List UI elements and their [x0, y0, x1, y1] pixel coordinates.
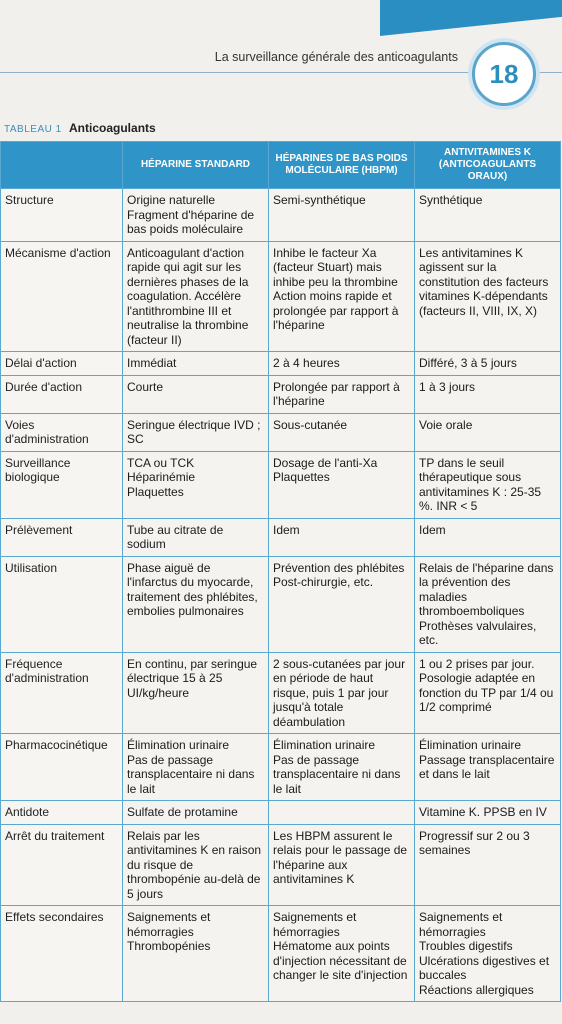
table-cell	[415, 801, 561, 825]
cell-line: Les HBPM assurent le relais pour le passage de l'héparine aux antivitamines K	[273, 828, 408, 886]
table-row	[1, 352, 561, 376]
table-cell	[269, 906, 415, 1002]
table-cell	[123, 352, 269, 376]
table-row	[1, 556, 561, 652]
table-row	[1, 241, 561, 352]
table-cell	[415, 824, 561, 906]
cell-line: Élimination urinaire	[127, 738, 230, 752]
cell-line: En continu, par seringue électrique 15 à 25 UI/kg/heure	[127, 656, 258, 700]
table-cell	[269, 824, 415, 906]
cell-line: Synthétique	[419, 193, 483, 207]
table-cell	[269, 241, 415, 352]
table-cell	[269, 518, 415, 556]
cell-line: Prévention des phlébites	[273, 560, 405, 575]
row-label: Fréquence d'administration	[1, 652, 123, 734]
cell-line: 1 ou 2 prises par jour. Posologie adaptée en fonction du TP par 1/4 ou 1/2 comprimé	[419, 656, 554, 714]
table-header-row	[1, 142, 561, 189]
table-cell	[415, 241, 561, 352]
table-cell	[415, 413, 561, 451]
table-cell	[123, 652, 269, 734]
cell-line: Vitamine K. PPSB en IV	[419, 805, 547, 819]
cell-line: Idem	[273, 522, 300, 537]
cell-line: Saignements et hémorragies	[127, 910, 211, 939]
column-header: ANTIVITAMINES K (ANTICOAGULANTS ORAUX)	[415, 142, 561, 189]
cell-line: Hématome aux points d'injection nécessitant de changer le site d'injection	[273, 939, 408, 982]
cell-line: Action moins rapide et prolongée par rapport à l'héparine	[273, 289, 399, 332]
table-cell	[123, 241, 269, 352]
table-cell	[415, 556, 561, 652]
table-body	[1, 189, 561, 1002]
chapter-number-badge: 18	[472, 42, 536, 106]
row-label: Arrêt du traitement	[1, 824, 123, 906]
table-cell	[123, 734, 269, 801]
table-cell	[415, 652, 561, 734]
column-header	[1, 142, 123, 189]
cell-line: Pas de passage transplacentaire ni dans le lait	[127, 752, 255, 796]
table-cell	[415, 451, 561, 518]
table-cell	[415, 518, 561, 556]
cell-line: Post-chirurgie, etc.	[273, 575, 374, 589]
table-cell	[415, 734, 561, 801]
table-cell	[269, 375, 415, 413]
cell-line: Ulcérations digestives et buccales	[419, 953, 550, 982]
cell-line: Semi-synthétique	[273, 193, 366, 207]
table-header	[1, 142, 561, 189]
cell-line: Relais de l'héparine dans la prévention des maladies thromboemboliques	[419, 560, 554, 618]
table-row	[1, 652, 561, 734]
table-cell	[269, 734, 415, 801]
table-row	[1, 518, 561, 556]
cell-line: Dosage de l'anti-Xa	[273, 455, 378, 470]
table-cell	[123, 801, 269, 825]
cell-line: Saignements et hémorragies	[419, 910, 503, 939]
table-caption-title: Anticoagulants	[69, 121, 156, 135]
anticoagulants-table	[0, 141, 561, 1002]
cell-line: Origine naturelle	[127, 193, 216, 207]
column-header: HÉPARINES DE BAS POIDS MOLÉCULAIRE (HBPM)	[269, 142, 415, 189]
cell-line: Les antivitamines K agissent sur la constitution des facteurs vitamines K-dépendants (facteurs II, VIII, IX, X)	[419, 245, 549, 318]
table-cell	[123, 518, 269, 556]
table-row	[1, 189, 561, 242]
cell-line: Élimination urinaire	[273, 738, 376, 752]
cell-line: Tube au citrate de sodium	[127, 522, 224, 551]
row-label: Utilisation	[1, 556, 123, 652]
row-label: Voies d'administration	[1, 413, 123, 451]
table-cell	[415, 906, 561, 1002]
row-label: Surveillance biologique	[1, 451, 123, 518]
cell-line: Saignements et hémorragies	[273, 910, 357, 939]
cell-line: Voie orale	[419, 417, 473, 432]
cell-line: TCA ou TCK	[127, 455, 195, 470]
row-label: Prélèvement	[1, 518, 123, 556]
row-label: Pharmacocinétique	[1, 734, 123, 801]
table-cell	[269, 556, 415, 652]
table-cell	[123, 556, 269, 652]
table-cell	[269, 652, 415, 734]
running-title: La surveillance générale des anticoagulants	[214, 50, 458, 64]
cell-line: Élimination urinaire	[419, 738, 522, 752]
cell-line: Relais par les antivitamines K en raison du risque de thrombopénie au-delà de 5 jours	[127, 828, 262, 901]
cell-line: 1 à 3 jours	[419, 379, 476, 394]
cell-line: Inhibe le facteur Xa (facteur Stuart) mais inhibe peu la thrombine	[273, 245, 398, 289]
cell-line: Sulfate de protamine	[127, 805, 238, 819]
cell-line: Passage transplacentaire et dans le lait	[419, 752, 555, 781]
table-cell	[269, 189, 415, 242]
cell-line: 2 à 4 heures	[273, 356, 340, 370]
table-row	[1, 734, 561, 801]
table-cell	[123, 189, 269, 242]
table-cell	[415, 352, 561, 376]
table-row	[1, 801, 561, 825]
table-cell	[123, 451, 269, 518]
cell-line: Sous-cutanée	[273, 417, 348, 432]
table-cell	[123, 824, 269, 906]
row-label: Effets secondaires	[1, 906, 123, 1002]
table-cell	[123, 413, 269, 451]
table-cell	[269, 451, 415, 518]
cell-line: Plaquettes	[273, 470, 330, 484]
table-cell	[269, 801, 415, 825]
cell-line: Plaquettes	[127, 484, 184, 499]
table-cell	[269, 352, 415, 376]
cell-line: Progressif sur 2 ou 3 semaines	[419, 828, 530, 857]
table-cell	[123, 906, 269, 1002]
table-row	[1, 906, 561, 1002]
row-label: Antidote	[1, 801, 123, 825]
cell-line: Différé, 3 à 5 jours	[419, 356, 517, 370]
table-row	[1, 451, 561, 518]
row-label: Durée d'action	[1, 375, 123, 413]
cell-line: Thrombopénies	[127, 939, 211, 953]
table-cell	[269, 413, 415, 451]
row-label: Mécanisme d'action	[1, 241, 123, 352]
table-row	[1, 413, 561, 451]
table-row	[1, 824, 561, 906]
cell-line: Immédiat	[127, 356, 177, 370]
table-cell	[415, 375, 561, 413]
cell-line: Phase aiguë de l'infarctus du myocarde, traitement des phlébites, embolies pulmonaires	[127, 560, 258, 618]
cell-line: Prolongée par rapport à l'héparine	[273, 379, 400, 408]
top-color-band	[380, 0, 562, 36]
cell-line: Fragment d'héparine de bas poids moléculaire	[127, 207, 255, 236]
cell-line: Courte	[127, 379, 164, 394]
cell-line: Héparinémie	[127, 470, 196, 484]
row-label: Structure	[1, 189, 123, 242]
row-label: Délai d'action	[1, 352, 123, 376]
table-caption	[4, 121, 156, 135]
table-cell	[415, 189, 561, 242]
cell-line: Réactions allergiques	[419, 982, 534, 997]
cell-line: Prothèses valvulaires, etc.	[419, 618, 537, 647]
table-row	[1, 375, 561, 413]
cell-line: Troubles digestifs	[419, 939, 513, 953]
cell-line: TP dans le seuil thérapeutique sous antivitamines K : 25-35 %. INR < 5	[419, 455, 542, 513]
cell-line: 2 sous-cutanées par jour en période de haut risque, puis 1 par jour jusqu'à totale déambulation	[273, 656, 406, 729]
column-header: HÉPARINE STANDARD	[123, 142, 269, 189]
cell-line: Anticoagulant d'action rapide qui agit sur les dernières phases de la coagulation. Accélère l'antithrombine III et neutralise la thrombine (facteur II)	[127, 245, 249, 347]
cell-line: Seringue électrique IVD ; SC	[127, 417, 261, 446]
cell-line: Pas de passage transplacentaire ni dans le lait	[273, 752, 401, 796]
table-caption-label: TABLEAU 1	[4, 124, 62, 135]
cell-line: Idem	[419, 522, 446, 537]
table-cell	[123, 375, 269, 413]
